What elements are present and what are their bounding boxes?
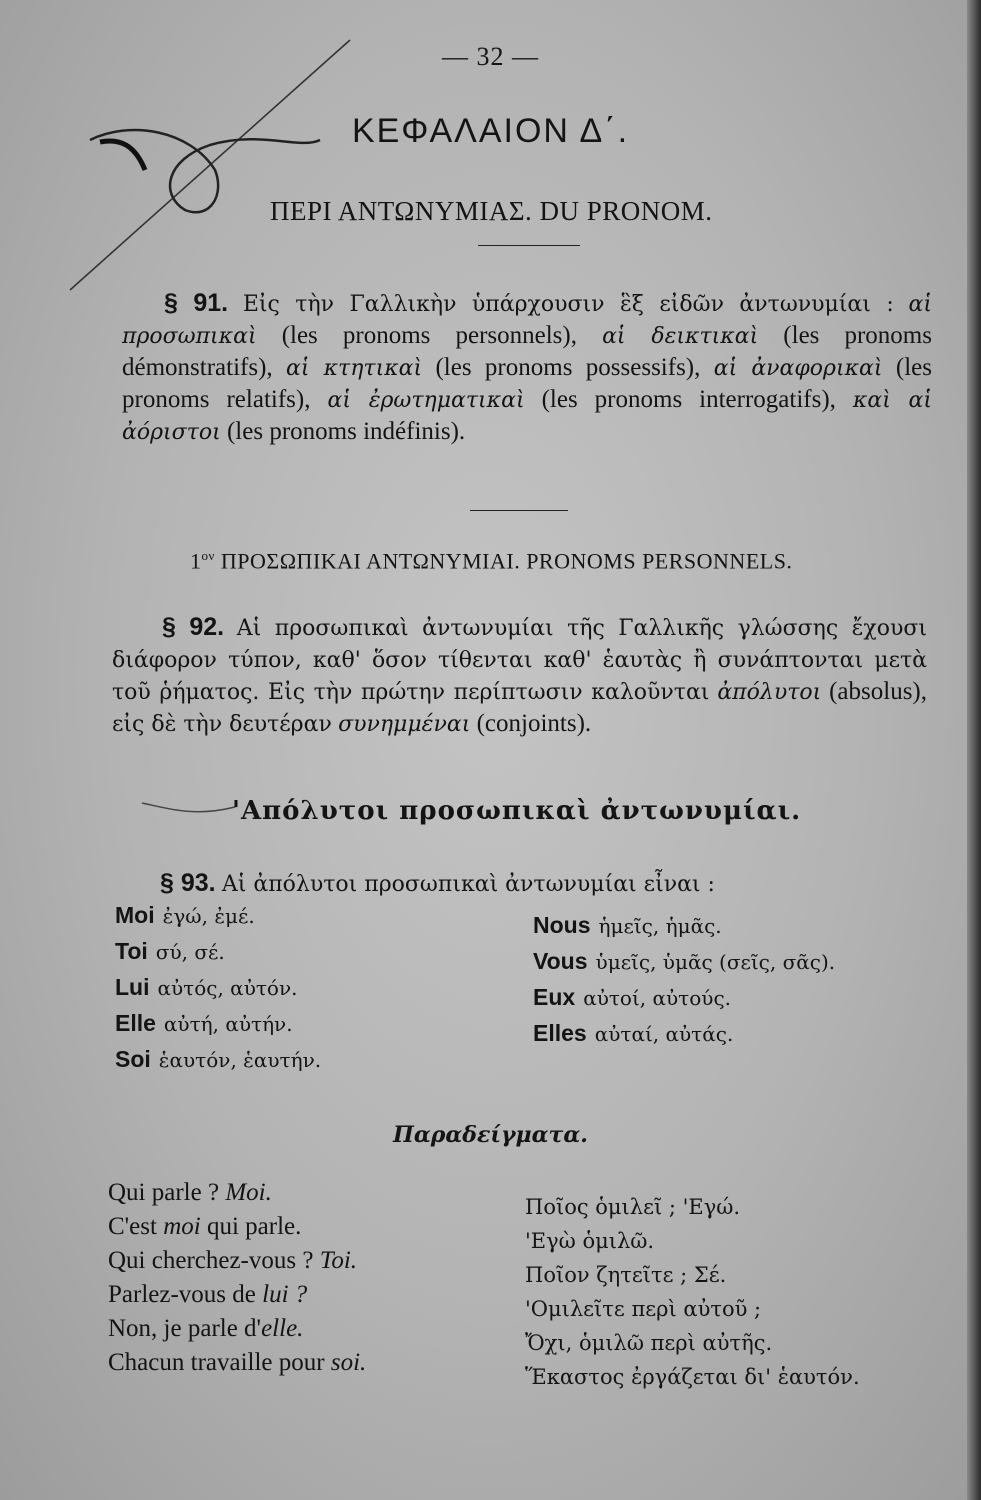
pronoun-row: [115, 1042, 321, 1078]
examples-greek: [525, 1190, 860, 1394]
example-line: [108, 1210, 366, 1244]
divider: [470, 510, 568, 511]
pronoun-row: [115, 898, 321, 934]
greek-term: συνημμέναι: [338, 712, 471, 737]
french-pronoun: Moi: [115, 902, 155, 928]
chapter-subtitle: ΠΕΡΙ ΑΝΤΩΝΥΜΙΑΣ. DU PRONOM.: [270, 196, 713, 226]
ordinal-suffix: ον: [201, 548, 215, 563]
example-line: [108, 1176, 366, 1210]
french-term: (les pronoms interrogatifs),: [541, 386, 836, 413]
example-line: [108, 1278, 366, 1312]
pronoun-row: [533, 908, 835, 944]
greek-term: αἱ κτητικαὶ: [286, 356, 423, 381]
example-line: [108, 1312, 366, 1346]
pencil-stroke-icon: [140, 795, 240, 825]
greek-pronoun: σύ, σέ.: [155, 940, 225, 964]
french-pronoun: Lui: [115, 974, 150, 1000]
pronouns-left-column: [115, 898, 321, 1078]
example-line: [108, 1346, 366, 1380]
example-text: Qui parle ?: [108, 1179, 226, 1206]
french-term: (les pronoms personnels),: [281, 322, 577, 349]
heading-absolute-pronouns: 'Απόλυτοι προσωπικαὶ ἀντωνυμίαι.: [232, 796, 802, 826]
subheading-personal-pronouns: [190, 548, 792, 574]
greek-pronoun: ἡμεῖς, ἡμᾶς.: [598, 914, 722, 938]
greek-term: καὶ αἱ ἀόριστοι: [122, 388, 933, 445]
example-text: Chacun travaille pour: [108, 1349, 331, 1376]
greek-term: αἱ ἐρωτηματικαὶ: [327, 388, 525, 413]
greek-term: αἱ προσωπικαὶ: [122, 292, 933, 349]
french-pronoun: Vous: [533, 948, 588, 974]
example-pronoun: lui ?: [262, 1281, 308, 1308]
pronoun-row: [115, 970, 321, 1006]
greek-pronoun: ὑμεῖς, ὑμᾶς (σεῖς, σᾶς).: [595, 950, 836, 974]
example-text: C'est: [108, 1213, 164, 1240]
french-term: (les pronoms relatifs),: [122, 354, 932, 413]
example-text: Parlez-vous de: [108, 1281, 263, 1308]
example-line: Ἕκαστος ἐργάζεται δι' ἑαυτόν.: [525, 1365, 860, 1389]
greek-pronoun: αὐτοί, αὐτούς.: [583, 986, 731, 1010]
greek-pronoun: ἐγώ, ἐμέ.: [162, 904, 255, 928]
chapter-title: ΚΕΦΑΛΑΙΟΝ Δ΄.: [351, 112, 630, 150]
greek-term: ἀπόλυτοι: [717, 680, 822, 705]
subheading-text: ΠΡΟΣΩΠΙΚΑΙ ΑΝΤΩΝΥΜΙΑΙ. PRONOMS PERSONNELS.: [220, 548, 793, 574]
french-pronoun: Elle: [115, 1010, 156, 1036]
example-line: [108, 1244, 366, 1278]
example-line: Ποῖον ζητεῖτε ; Σέ.: [525, 1263, 727, 1287]
example-line: Ποῖος ὁμιλεῖ ; 'Εγώ.: [525, 1195, 741, 1219]
example-pronoun: moi: [163, 1213, 201, 1240]
greek-text: Εἰς τὴν Γαλλικὴν ὑπάρχουσιν ἓξ εἰδῶν ἀντωνυμίαι :: [242, 292, 894, 317]
example-text: Non, je parle d': [108, 1315, 262, 1342]
example-pronoun: Toi.: [319, 1247, 358, 1274]
french-pronoun: Soi: [115, 1046, 151, 1072]
subheading-number: 1: [190, 548, 202, 574]
french-term: (conjoints).: [476, 710, 592, 737]
french-pronoun: Eux: [533, 984, 576, 1010]
french-term: (les pronoms démonstratifs),: [122, 322, 932, 381]
greek-pronoun: ἑαυτόν, ἑαυτήν.: [158, 1048, 322, 1072]
pronoun-row: [533, 1016, 835, 1052]
greek-text: Αἱ ἀπόλυτοι προσωπικαὶ ἀντωνυμίαι εἶναι :: [221, 872, 715, 897]
section-number: § 93.: [160, 869, 216, 897]
pronoun-row: [115, 934, 321, 970]
greek-pronoun: αὐτή, αὐτήν.: [163, 1012, 293, 1036]
french-term: (les pronoms indéfinis).: [226, 418, 466, 445]
pronoun-row: [115, 1006, 321, 1042]
greek-text: Αἱ προσωπικαὶ ἀντωνυμίαι τῆς Γαλλικῆς γλώσσης ἔχουσι διάφορον τύπον, καθ' ὅσον τίθενται καθ' ἑαυτὰς ἢ συνάπτονται μετὰ τοῦ ῥήματος. Εἰς τὴν πρώτην περίπτωσιν καλοῦνται: [112, 616, 928, 705]
example-pronoun: elle.: [261, 1315, 304, 1342]
example-pronoun: soi.: [330, 1349, 367, 1376]
french-term: (les pronoms possessifs),: [435, 354, 701, 381]
greek-term: αἱ δεικτικαὶ: [602, 324, 759, 349]
greek-text: εἰς δὲ τὴν δευτέραν: [112, 712, 332, 737]
french-pronoun: Toi: [115, 938, 148, 964]
example-text: qui parle.: [200, 1213, 302, 1240]
greek-term: αἱ ἀναφορικαὶ: [713, 356, 883, 381]
examples-heading: Παραδείγματα.: [393, 1122, 588, 1148]
french-pronoun: Elles: [533, 1020, 587, 1046]
divider: [478, 245, 580, 246]
section-91: [122, 288, 932, 448]
pronouns-right-column: [533, 908, 835, 1052]
example-line: Ὄχι, ὁμιλῶ περὶ αὐτῆς.: [525, 1331, 773, 1355]
section-number: § 91.: [164, 289, 229, 317]
example-line: 'Εγὼ ὁμιλῶ.: [525, 1229, 655, 1253]
greek-pronoun: αὐταί, αὐτάς.: [594, 1022, 734, 1046]
example-pronoun: Moi.: [225, 1179, 272, 1206]
section-92: [112, 612, 927, 740]
section-number: § 92.: [162, 613, 225, 641]
french-pronoun: Nous: [533, 912, 591, 938]
examples-french: [108, 1176, 366, 1380]
example-text: Qui cherchez-vous ?: [108, 1247, 320, 1274]
pronoun-row: [533, 980, 835, 1016]
pronoun-row: [533, 944, 835, 980]
page-number: — 32 —: [442, 42, 539, 71]
french-term: (absolus),: [829, 678, 928, 705]
example-line: 'Ομιλεῖτε περὶ αὐτοῦ ;: [525, 1297, 762, 1321]
section-93: [160, 868, 860, 900]
page-edge-shadow: [967, 0, 981, 1500]
greek-pronoun: αὐτός, αὐτόν.: [157, 976, 298, 1000]
